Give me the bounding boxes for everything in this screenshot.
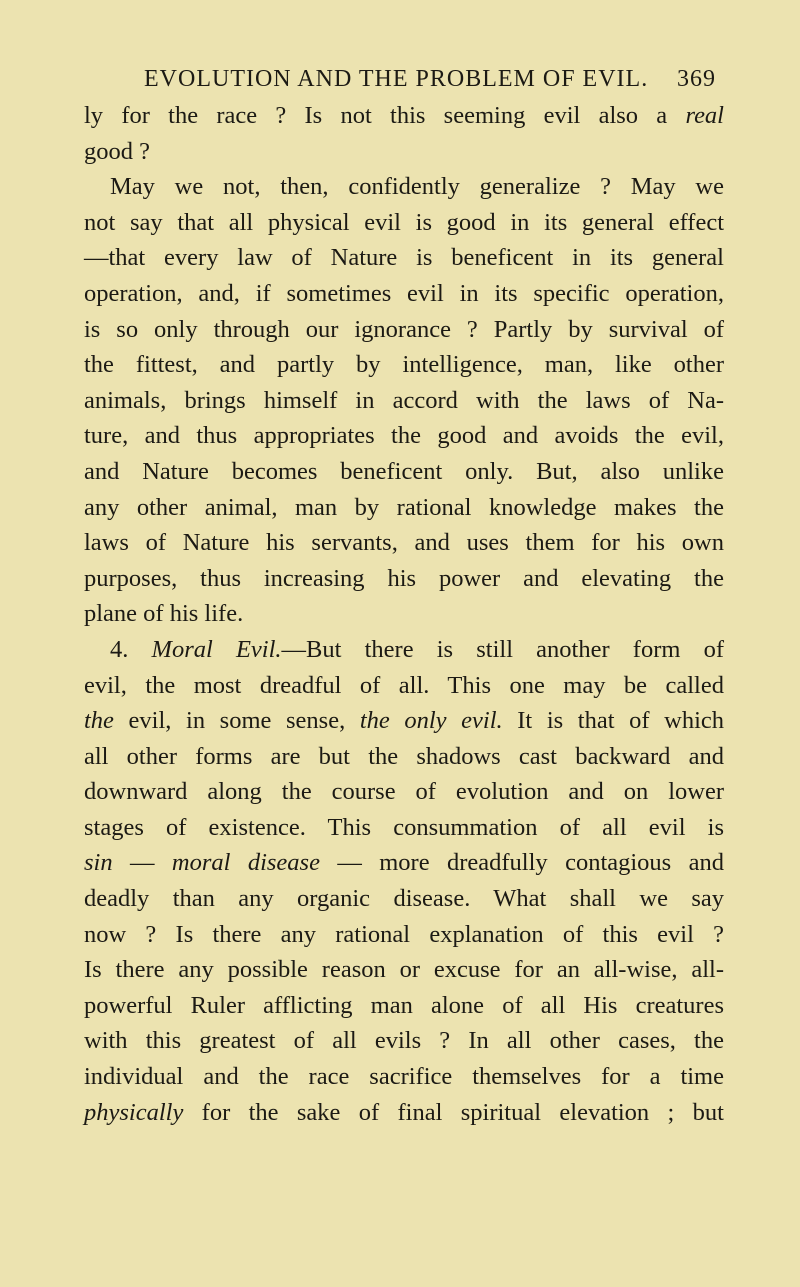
- text-line: [84, 312, 724, 348]
- text-line: [84, 169, 724, 205]
- italic-text: moral disease: [171, 849, 320, 877]
- text-line: [84, 240, 724, 276]
- text-segment: animals, brings himself in accord with the laws of Na-: [84, 386, 724, 414]
- italic-text: sin: [84, 849, 113, 877]
- text-line: [84, 1023, 724, 1059]
- text-segment: good ?: [84, 137, 150, 165]
- text-line: [84, 1059, 724, 1095]
- text-line: [84, 454, 724, 490]
- text-segment: and Nature becomes beneficent only. But, also unlike: [84, 457, 724, 485]
- text-segment: all other forms are but the shadows cast backward and: [84, 742, 724, 770]
- text-segment: not say that all physical evil is good in its general effect: [84, 208, 724, 236]
- text-line: [84, 739, 724, 775]
- text-line: [84, 810, 724, 846]
- italic-text: physically: [84, 1098, 184, 1126]
- text-segment: powerful Ruler afflicting man alone of all His creatures: [84, 991, 724, 1019]
- text-line: [84, 525, 724, 561]
- text-segment: 4.: [110, 635, 152, 663]
- text-line: [84, 703, 724, 739]
- text-segment: — more dreadfully contagious and: [319, 849, 724, 877]
- text-line: [84, 845, 724, 881]
- text-segment: for the sake of final spiritual elevation ; but: [183, 1098, 724, 1126]
- text-line: [84, 1095, 724, 1131]
- text-segment: any other animal, man by rational knowledge makes the: [84, 493, 724, 521]
- text-segment: evil, the most dreadful of all. This one may be called: [84, 671, 724, 699]
- text-segment: It is that of which: [502, 707, 725, 735]
- text-line: [84, 632, 724, 668]
- italic-text: real: [685, 102, 724, 129]
- text-segment: evil, in some sense,: [113, 707, 360, 735]
- text-line: [84, 490, 724, 526]
- text-line: [84, 952, 724, 988]
- text-line: [84, 668, 724, 704]
- text-line: [84, 347, 724, 383]
- text-segment: with this greatest of all evils ? In all other cases, the: [84, 1027, 724, 1055]
- text-line: [84, 418, 724, 454]
- page-number: 369: [677, 66, 716, 92]
- text-segment: purposes, thus increasing his power and elevating the: [84, 564, 724, 592]
- text-segment: deadly than any organic disease. What shall we say: [84, 885, 724, 913]
- text-line: [84, 561, 724, 597]
- text-segment: —But there is still another form of: [281, 635, 724, 663]
- text-line: [84, 881, 724, 917]
- text-segment: stages of existence. This consummation of all evil is: [84, 813, 724, 841]
- text-segment: now ? Is there any rational explanation of this evil ?: [84, 920, 724, 948]
- running-head: [84, 66, 716, 96]
- text-line: [84, 917, 724, 953]
- text-segment: May we not, then, confidently generalize ? May we: [110, 173, 724, 201]
- text-line: [84, 98, 724, 134]
- text-segment: —that every law of Nature is beneficent in its general: [84, 244, 724, 272]
- text-line: [84, 774, 724, 810]
- text-segment: operation, and, if sometimes evil in its specific operation,: [84, 279, 724, 307]
- text-segment: is so only through our ignorance ? Partly by survival of: [84, 315, 724, 343]
- text-line: [84, 134, 724, 170]
- text-segment: downward along the course of evolution and on lower: [84, 778, 724, 806]
- italic-text: the: [84, 707, 114, 735]
- text-line: [84, 988, 724, 1024]
- text-segment: laws of Nature his servants, and uses them for his own: [84, 529, 724, 557]
- text-segment: Is there any possible reason or excuse for an all-wise, all-: [84, 956, 724, 984]
- text-segment: plane of his life.: [84, 600, 244, 628]
- body-text: [84, 98, 724, 1130]
- italic-text: the only evil.: [359, 707, 503, 735]
- italic-text: Moral Evil.: [151, 635, 282, 663]
- text-segment: the fittest, and partly by intelligence, man, like other: [84, 351, 724, 379]
- text-line: [84, 383, 724, 419]
- text-segment: ly for the race ? Is not this seeming evil also a: [84, 102, 686, 129]
- running-head-title: EVOLUTION AND THE PROBLEM OF EVIL.: [144, 66, 649, 92]
- text-segment: —: [112, 849, 172, 877]
- text-segment: individual and the race sacrifice themselves for a time: [84, 1063, 724, 1091]
- text-line: [84, 596, 724, 632]
- text-segment: ture, and thus appropriates the good and avoids the evil,: [84, 422, 724, 450]
- text-line: [84, 276, 724, 312]
- text-line: [84, 205, 724, 241]
